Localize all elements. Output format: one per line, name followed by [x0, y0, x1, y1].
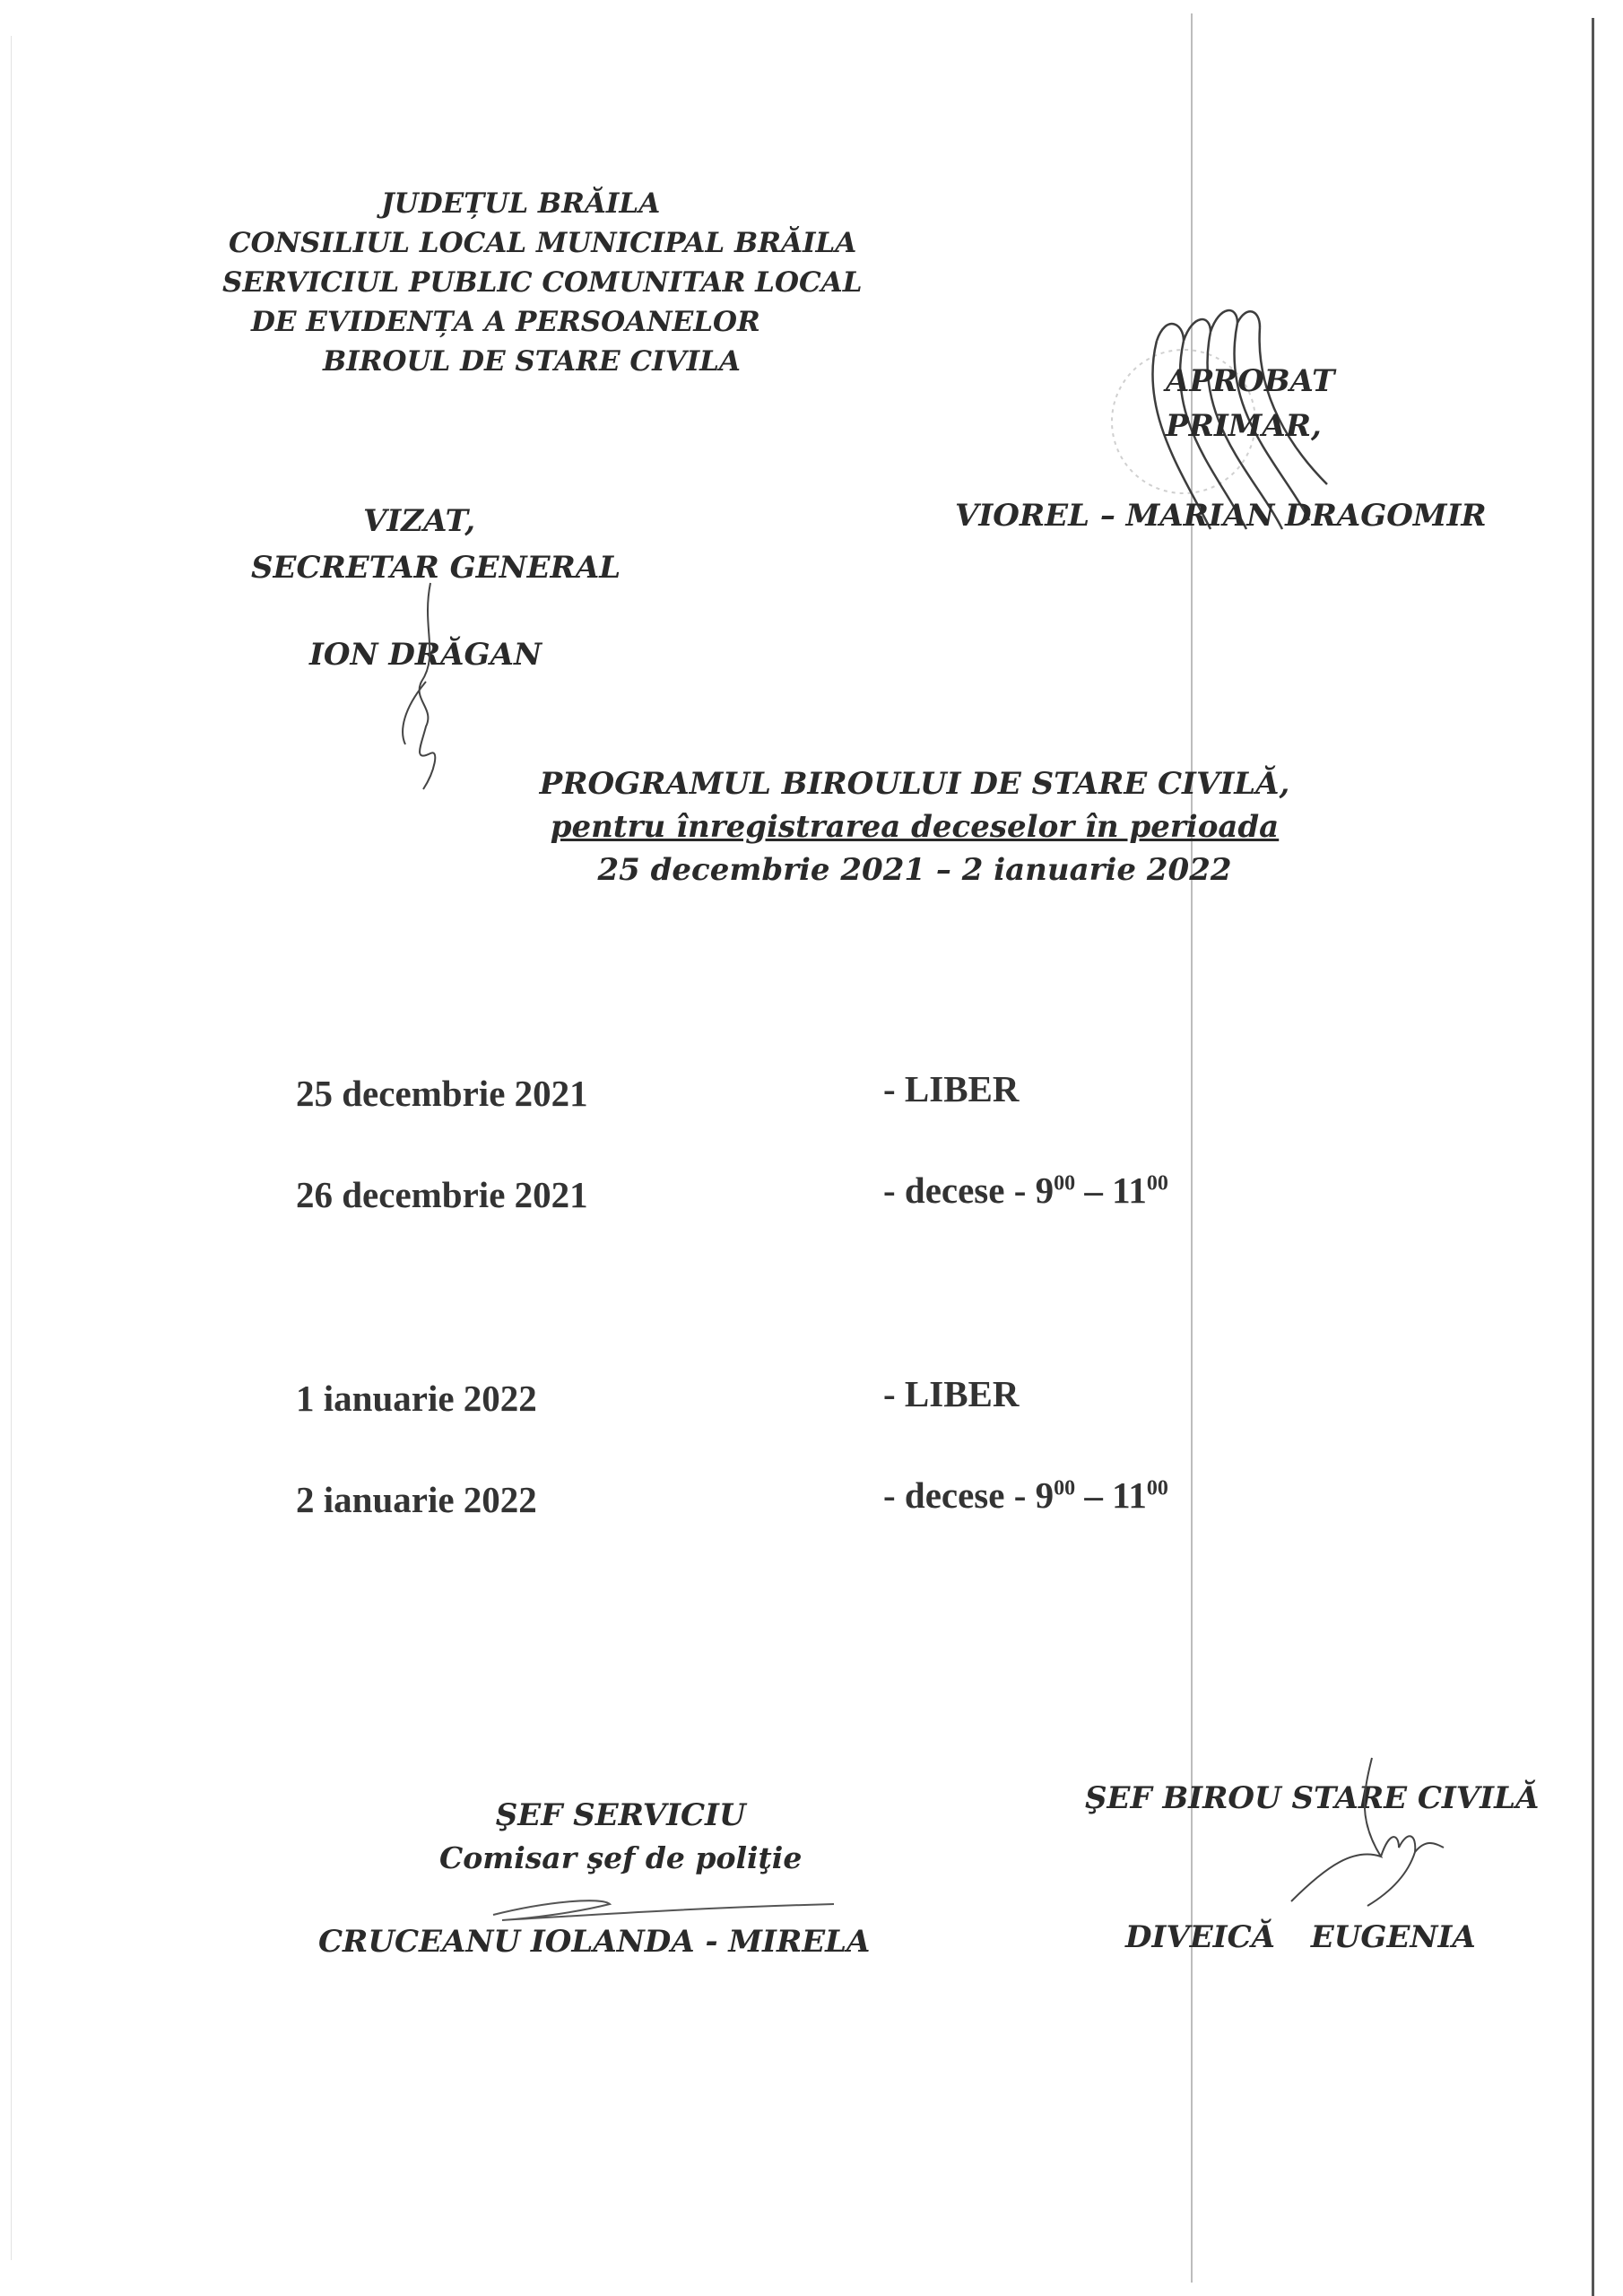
left-signature-subtitle: Comisar şef de poliţie — [439, 1840, 803, 1875]
schedule-status-2-end: – 11 — [1075, 1170, 1147, 1211]
scan-margin-line — [11, 36, 12, 2260]
left-signature-block — [439, 1794, 802, 1880]
approval-block — [1166, 359, 1334, 448]
schedule-status-4-start-sup: 00 — [1054, 1476, 1076, 1500]
left-signatory-name: CRUCEANU IOLANDA - MIRELA — [318, 1924, 871, 1960]
document-title — [466, 762, 1363, 891]
header-line-records: DE EVIDENȚA A PERSOANELOR — [251, 306, 760, 338]
schedule-date-4: 2 ianuarie 2022 — [296, 1479, 537, 1520]
schedule-date-1: 25 decembrie 2021 — [296, 1073, 588, 1114]
right-handwritten-signature — [1273, 1749, 1453, 1919]
right-signature-title: ŞEF BIROU STARE CIVILĂ — [1085, 1780, 1540, 1816]
schedule-status-4-text: - decese - 9 — [883, 1474, 1055, 1516]
schedule-date-2: 26 decembrie 2021 — [296, 1174, 588, 1215]
secretary-signature — [386, 574, 466, 798]
institution-header — [206, 184, 863, 381]
schedule-status-4-end: – 11 — [1075, 1474, 1147, 1516]
right-signatory-name: DIVEICĂ EUGENIA — [1125, 1919, 1476, 1955]
schedule-status-2-text: - decese - 9 — [883, 1170, 1055, 1211]
title-line-2: pentru înregistrarea deceselor în perioada — [550, 809, 1280, 845]
title-line-3: 25 decembrie 2021 – 2 ianuarie 2022 — [597, 852, 1232, 888]
header-line-council: CONSILIUL LOCAL MUNICIPAL BRĂILA — [229, 227, 857, 259]
approval-label: APROBAT — [1166, 363, 1335, 399]
scan-edge-line — [1592, 18, 1594, 2296]
header-line-office: BIROUL DE STARE CIVILA — [323, 345, 741, 378]
header-line-service: SERVICIUL PUBLIC COMUNITAR LOCAL — [222, 266, 863, 299]
schedule-status-3: - LIBER — [883, 1373, 1020, 1414]
secretary-name: ION DRĂGAN — [309, 637, 542, 673]
title-line-1: PROGRAMUL BIROULUI DE STARE CIVILĂ, — [539, 766, 1290, 802]
schedule-status-1: - LIBER — [883, 1068, 1020, 1109]
header-line-county: JUDEȚUL BRĂILA — [381, 187, 661, 220]
schedule-date-3: 1 ianuarie 2022 — [296, 1378, 537, 1419]
mayor-name: VIOREL – MARIAN DRAGOMIR — [955, 498, 1487, 534]
schedule-status-2-start-sup: 00 — [1054, 1171, 1076, 1196]
schedule-status-4-end-sup: 00 — [1146, 1476, 1168, 1500]
schedule-status-2-end-sup: 00 — [1146, 1171, 1168, 1196]
schedule-status-4 — [883, 1474, 1168, 1517]
visa-role: SECRETAR GENERAL — [251, 550, 621, 586]
left-signature-title: ŞEF SERVICIU — [495, 1797, 746, 1833]
visa-label: VIZAT, — [363, 503, 476, 539]
approval-role: PRIMAR, — [1166, 408, 1322, 444]
schedule-status-2 — [883, 1169, 1168, 1212]
